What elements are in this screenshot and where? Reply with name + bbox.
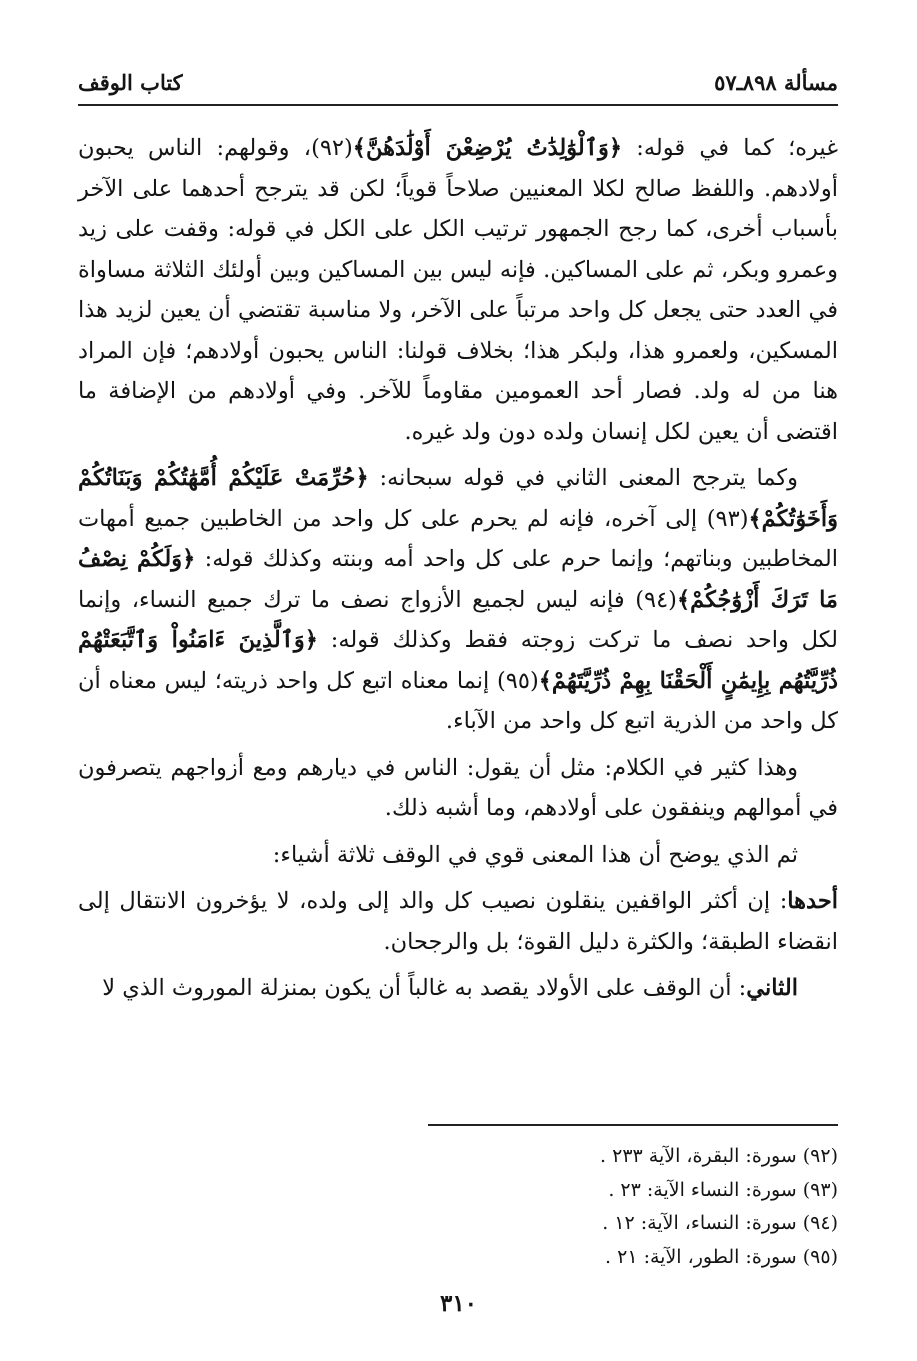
footnote-93: (٩٣) سورة: النساء الآية: ٢٣ . (608, 1178, 838, 1201)
page-number: ٣١٠ (439, 1290, 478, 1317)
point-two-label: الثاني (746, 975, 798, 1001)
paragraph-1 (78, 128, 838, 452)
footnote-94: (٩٤) سورة: النساء، الآية: ١٢ . (602, 1212, 838, 1234)
paragraph-1-text-a: غيره؛ كما في قوله: (622, 135, 838, 161)
point-one-label: أحدها (787, 888, 838, 914)
point-one-text: : إن أكثر الواقفين ينقلون نصيب كل والد إلى ولده، لا يؤخرون الانتقال إلى انقضاء الطبقة؛ والكثرة دليل القوة؛ بل والرجحان. (78, 888, 838, 955)
header-book-title: كتاب الوقف (78, 70, 183, 95)
footnote-95: (٩٥) سورة: الطور، الآية: ٢١ . (605, 1245, 838, 1268)
header-divider (78, 104, 838, 106)
paragraph-2-text-c: (٩٤) فإنه ليس لجميع الأزواج نصف ما ترك جميع النساء، وإنما لكل واحد نصف ما تركت زوجته فقط وكذلك قوله: (78, 586, 838, 653)
paragraph-5 (78, 881, 838, 962)
quran-quote-93: ﴿حُرِّمَتْ عَلَيْكُمْ أُمَّهَٰتُكُمْ وَبَنَاتُكُمْ وَأَخَوَٰتُكُمْ﴾ (78, 465, 838, 532)
paragraph-2-text-a: وكما يترجح المعنى الثاني في قوله سبحانه: (368, 465, 799, 491)
footnote-divider (428, 1124, 838, 1126)
running-header (78, 70, 838, 100)
paragraph-2 (78, 458, 838, 742)
paragraph-4: ثم الذي يوضح أن هذا المعنى قوي في الوقف ثلاثة أشياء: (272, 841, 798, 868)
paragraph-2-text-d: (٩٥) إنما معناه اتبع كل واحد ذريته؛ ليس معناه أن كل واحد من الذرية اتبع كل واحد من الآباء. (78, 667, 838, 734)
paragraph-1-text-b: (٩٢)، وقولهم: الناس يحبون أولادهم. واللفظ صالح لكلا المعنيين صلاحاً قوياً؛ لكن قد يترجح أحدهما على الآخر بأسباب أخرى، كما رجح الجمهور ترتيب الكل على الكل في قوله: وقفت على زيد وعمرو وبكر، ثم على المساكين. فإنه ليس بين المساكين وبين أولئك الثلاثة مساواة في العدد حتى يجعل كل واحد مرتباً على الآخر، ولا مناسبة تقتضي أن يعين لزيد هذا المسكين، ولعمرو هذا، ولبكر هذا؛ بخلاف قولنا: الناس يحبون أولادهم؛ فإن المراد هنا من له ولد. فصار أحد العمومين مقاوماً للآخر. وفي أولادهم من الإضافة ما اقتضى أن يعين لكل إنسان ولده دون ولد غيره. (78, 135, 838, 445)
quran-quote-94: ﴿وَلَكُمْ نِصْفُ مَا تَرَكَ أَزْوَٰجُكُمْ﴾ (78, 546, 838, 613)
header-issue-number: مسألة ٨٩٨ـ٥٧ (714, 70, 838, 95)
quran-quote-95: ﴿وَٱلَّذِينَ ءَامَنُواْ وَٱتَّبَعَتْهُمْ ذُرِّيَّتُهُم بِإِيمَٰنٍ أَلْحَقْنَا بِهِمْ ذُرِّيَّتَهُمْ﴾ (78, 627, 838, 694)
paragraph-3: وهذا كثير في الكلام: مثل أن يقول: الناس في ديارهم ومع أزواجهم يتصرفون في أموالهم وينفقون على أولادهم، وما أشبه ذلك. (78, 754, 838, 821)
quran-quote-92: ﴿وَٱلْوَٰلِدَٰتُ يُرْضِعْنَ أَوْلَٰدَهُنَّ﴾ (352, 135, 622, 161)
point-two-text: : أن الوقف على الأولاد يقصد به غالباً أن يكون بمنزلة الموروث الذي لا (102, 975, 747, 1001)
footnotes (78, 1140, 838, 1274)
paragraph-2-text-b: (٩٣) إلى آخره، فإنه لم يحرم على كل واحد من الخاطبين جميع أمهات المخاطبين وبناتهم؛ وإنما حرم على كل واحد أمه وبنته وكذلك قوله: (78, 505, 839, 572)
main-text (78, 128, 838, 1015)
footnote-92: (٩٢) سورة: البقرة، الآية ٢٣٣ . (600, 1145, 838, 1167)
paragraph-6 (78, 968, 838, 1009)
